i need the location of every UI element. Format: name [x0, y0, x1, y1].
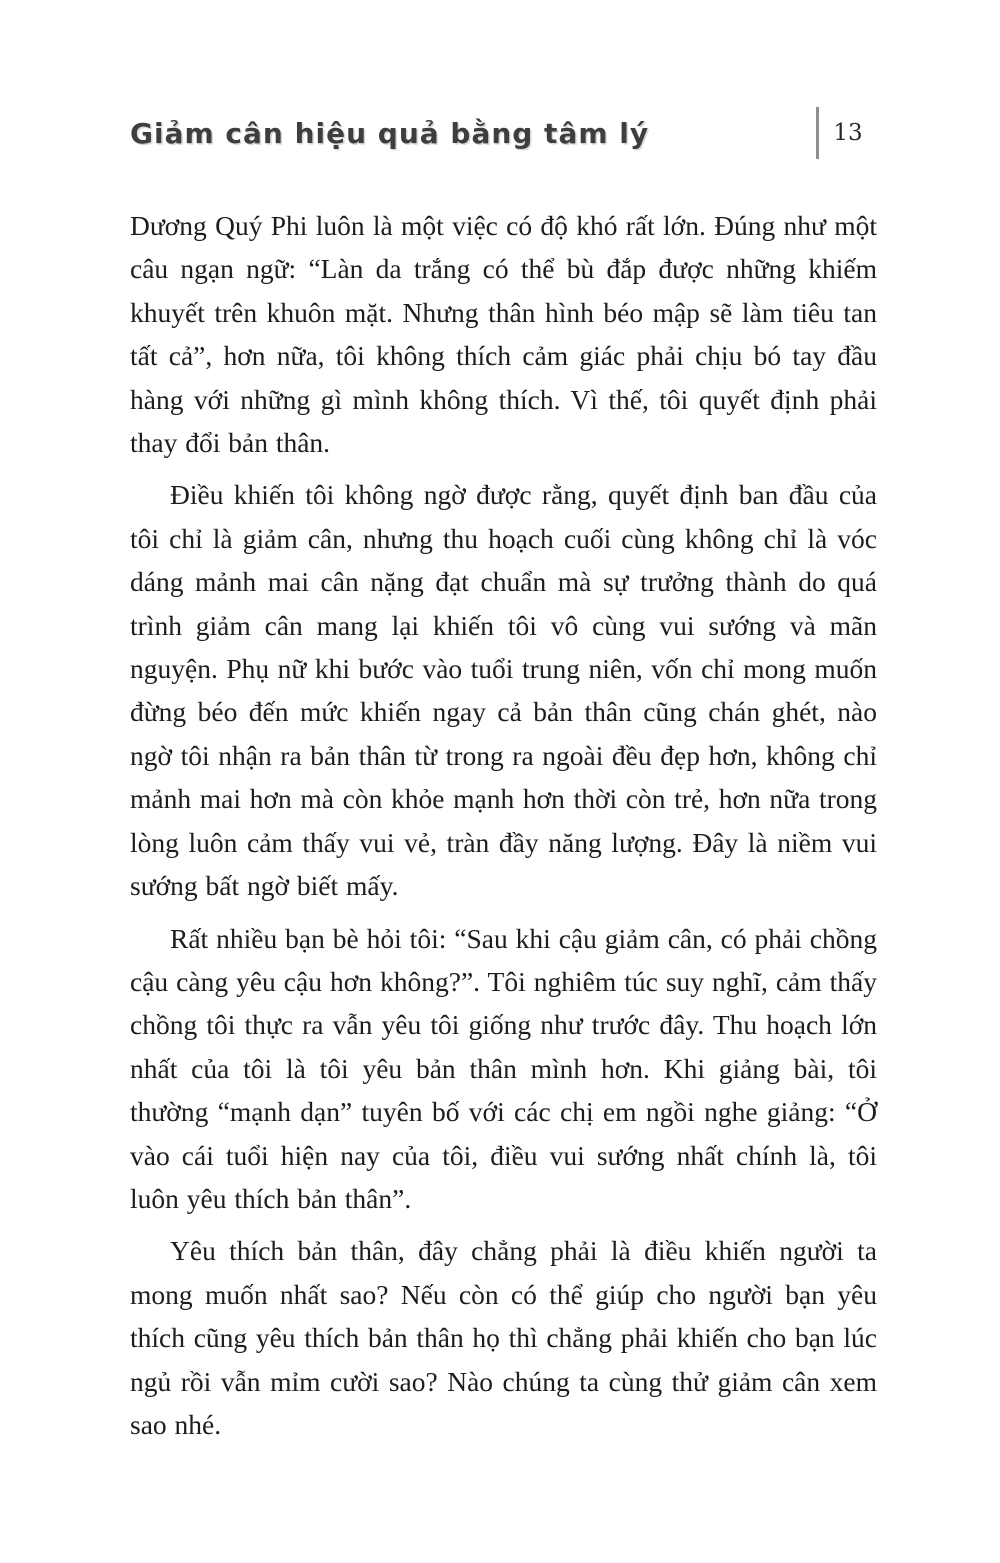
paragraph: Dương Quý Phi luôn là một việc có độ khó rất lớn. Đúng như một câu ngạn ngữ: “Làn da trắng có thể bù đắp được những khiếm khuyết trên khuôn mặt. Nhưng thân hình béo mập sẽ làm tiêu tan tất cả”, hơn nữa, tôi không thích cảm giác phải chịu bó tay đầu hàng với những gì mình không thích. Vì thế, tôi quyết định phải thay đổi bản thân. — [130, 210, 877, 459]
paragraph: Rất nhiều bạn bè hỏi tôi: “Sau khi cậu giảm cân, có phải chồng cậu càng yêu cậu hơn không?”. Tôi nghiêm túc suy nghĩ, cảm thấy chồng tôi thực ra vẫn yêu tôi giống như trước đây. Thu hoạch lớn nhất của tôi là tôi yêu bản thân mình hơn. Khi giảng bài, tôi thường “mạnh dạn” tuyên bố với các chị em ngồi nghe giảng: “Ở vào cái tuổi hiện nay của tôi, điều vui sướng nhất chính là, tôi luôn yêu thích bản thân”. — [130, 922, 877, 1214]
paragraph: Yêu thích bản thân, đây chẳng phải là điều khiến người ta mong muốn nhất sao? Nếu còn có thể giúp cho người bạn yêu thích cũng yêu thích bản thân họ thì chẳng phải khiến cho bạn lúc ngủ rồi vẫn mỉm cười sao? Nào chúng ta cùng thử giảm cân xem sao nhé. — [130, 1235, 877, 1440]
paragraph: Điều khiến tôi không ngờ được rằng, quyết định ban đầu của tôi chỉ là giảm cân, nhưng thu hoạch cuối cùng không chỉ là vóc dáng mảnh mai cân nặng đạt chuẩn mà sự trưởng thành do quá trình giảm cân mang lại khiến tôi vô cùng vui sướng và mãn nguyện. Phụ nữ khi bước vào tuổi trung niên, vốn chỉ mong muốn đừng béo đến mức khiến ngay cả bản thân cũng chán ghét, nào ngờ tôi nhận ra bản thân từ trong ra ngoài đều đẹp hơn, không chỉ mảnh mai hơn mà còn khỏe mạnh hơn thời còn trẻ, hơn nữa trong lòng luôn cảm thấy vui vẻ, tràn đầy năng lượng. Đây là niềm vui sướng bất ngờ biết mấy. — [130, 479, 877, 902]
book-title: Giảm cân hiệu quả bằng tâm lý — [130, 116, 650, 150]
body-text — [130, 204, 877, 1446]
page-header — [130, 106, 877, 160]
page-number: 13 — [833, 120, 863, 146]
